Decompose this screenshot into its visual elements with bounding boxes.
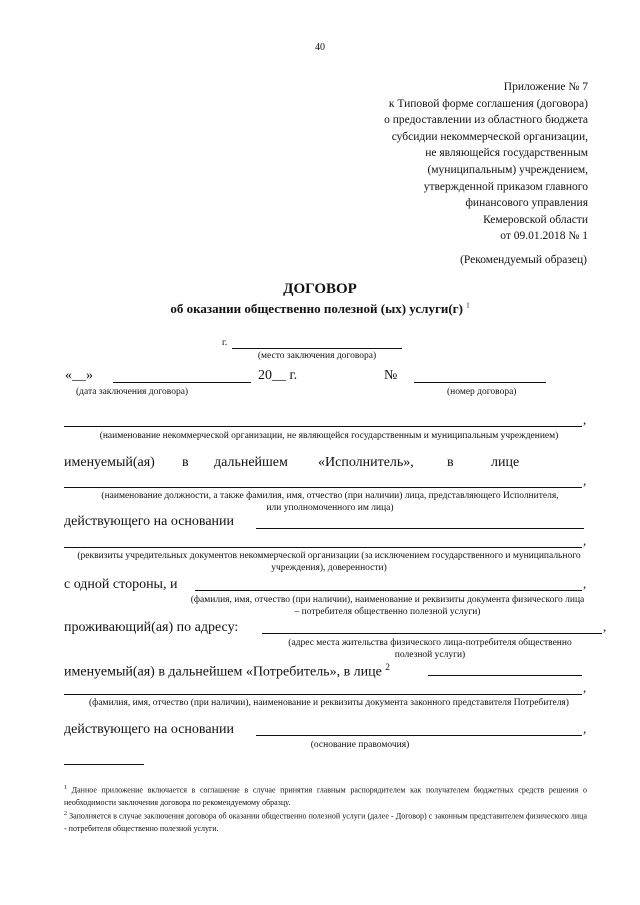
executor-word-5: в <box>447 455 454 470</box>
documents-caption: (реквизиты учредительных документов некоммерческой организации (за исключением государственного и муниципального учреждения), доверенности) <box>77 551 581 573</box>
authority-basis-field[interactable] <box>256 735 582 736</box>
comma: , <box>603 619 607 634</box>
position-caption: (наименование должности, а также фамилия, имя, отчество (при наличии) лица, представляющего Исполнителя, или уполномоченного им лица) <box>101 491 559 513</box>
appendix-line: о предоставлении из областного бюджета <box>384 114 588 127</box>
consumer-person-field[interactable] <box>195 590 582 591</box>
appendix-block <box>384 79 588 245</box>
appendix-line: к Типовой форме соглашения (договора) <box>388 97 588 110</box>
footnote-mark: 2 <box>64 811 67 817</box>
date-day: «__» <box>65 368 93 383</box>
acting-basis-label-2: действующего на основании <box>64 722 235 737</box>
comma: , <box>583 680 587 695</box>
footnote-separator <box>64 764 144 765</box>
appendix-line: от 09.01.2018 № 1 <box>500 230 588 243</box>
legal-representative-field[interactable] <box>428 675 582 676</box>
city-field[interactable] <box>232 348 402 349</box>
residing-label: проживающий(ая) по адресу: <box>64 620 239 635</box>
document-subtitle <box>0 301 640 317</box>
date-year: 20__ г. <box>258 368 298 383</box>
city-prefix: г. <box>222 338 228 348</box>
acting-basis-field[interactable] <box>256 528 584 529</box>
comma: , <box>583 412 587 427</box>
appendix-line: не являющейся государственным <box>425 147 588 160</box>
person-caption: (фамилия, имя, отчество (при наличии), наименование и реквизиты документа физического лица – потребителя общественно полезной услуги) <box>190 595 585 617</box>
consumer-text: именуемый(ая) в дальнейшем «Потребитель», в лице <box>64 664 382 680</box>
appendix-line: субсидии некоммерческой организации, <box>391 130 588 143</box>
representative-position-field[interactable] <box>64 487 582 488</box>
page-number: 40 <box>315 42 325 53</box>
place-caption: (место заключения договора) <box>257 351 377 361</box>
appendix-line: Приложение № 7 <box>503 81 588 93</box>
address-field[interactable] <box>262 633 602 634</box>
one-side-label: с одной стороны, и <box>64 577 178 592</box>
comma: , <box>583 533 587 548</box>
footnote-2 <box>64 808 587 835</box>
number-caption: (номер договора) <box>447 387 517 397</box>
executor-word-2: в <box>182 455 189 470</box>
footnote-ref-2: 2 <box>385 662 390 672</box>
executor-word-6: лице <box>491 455 520 470</box>
footnote-mark: 1 <box>64 785 67 791</box>
acting-basis-label: действующего на основании <box>64 514 235 529</box>
appendix-line: утвержденной приказом главного <box>423 180 588 193</box>
representative-caption: (фамилия, имя, отчество (при наличии), наименование и реквизиты документа законного представителя Потребителя) <box>89 698 569 708</box>
document-title: ДОГОВОР <box>283 281 357 297</box>
executor-word-1: именуемый(ая) <box>64 455 155 470</box>
comma: , <box>583 576 587 591</box>
date-month-field[interactable] <box>113 382 251 383</box>
comma: , <box>583 473 587 488</box>
comma: , <box>583 721 587 736</box>
appendix-line: финансового управления <box>465 197 588 210</box>
founding-documents-field[interactable] <box>64 547 582 548</box>
number-sign: № <box>384 368 398 383</box>
appendix-line: (муниципальным) учреждением, <box>427 163 588 176</box>
authority-caption: (основание правомочия) <box>310 740 410 750</box>
address-caption: (адрес места жительства физического лица-потребителя общественно полезной услуги) <box>288 638 572 660</box>
subtitle-text: об оказании общественно полезной (ых) услуги(г) <box>170 301 463 316</box>
footnote-1 <box>64 782 587 809</box>
appendix-line: Кемеровской области <box>483 213 588 226</box>
date-caption: (дата заключения договора) <box>76 387 189 397</box>
footnote-text: Заполняется в случае заключения договора об оказании общественно полезной услуги (далее - Договор) с законным представителем физического лица - потребителя общественно полезной услуги. <box>64 811 588 833</box>
organization-caption: (наименование некоммерческой организации, не являющейся государственным и муниципальным учреждением) <box>99 431 559 441</box>
footnote-ref-1: 1 <box>466 301 470 310</box>
executor-word-3: дальнейшем <box>214 455 288 470</box>
organization-name-field[interactable] <box>64 426 582 427</box>
footnote-text: Данное приложение включается в соглашение в случае принятия главным распорядителем как получателем бюджетных средств решения о необходимости заключения договора по рекомендуемому образцу. <box>64 785 587 807</box>
representative-details-field[interactable] <box>64 694 582 695</box>
consumer-label <box>64 662 390 681</box>
contract-number-field[interactable] <box>414 382 546 383</box>
recommended-sample-note: (Рекомендуемый образец) <box>460 254 587 266</box>
executor-word-4: «Исполнитель», <box>318 455 414 470</box>
